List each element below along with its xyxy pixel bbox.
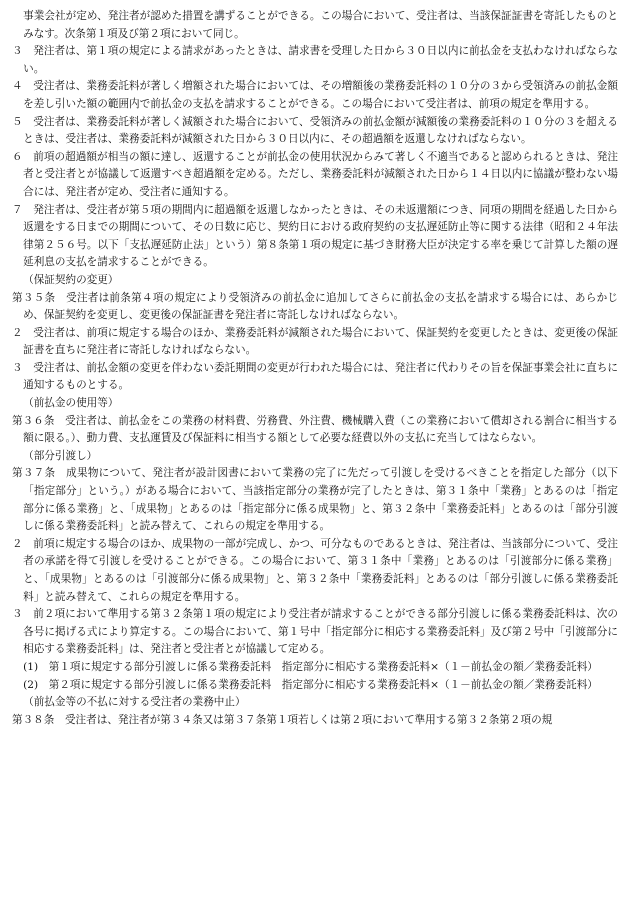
- clause-37-3: ３ 前２項において準用する第３２条第１項の規定により受注者が請求することができる部分引渡しに係る業務委託料は、次の各号に掲げる式により算定する。この場合において、第１号中「指定部分に相応する業務委託料」及び第２号中「引渡部分に相応する業務委託料」は、発注者と受注者とが協議して定める。: [12, 608, 618, 656]
- article-36: 第３６条 受注者は、前払金をこの業務の材料費、労務費、外注費、機械購入費（この業務において償却される割合に相当する額に限る。）、動力費、支払運賃及び保証料に相当する額として必要な経費以外の支払に充当してはならない。: [12, 414, 618, 445]
- formula-item-2: (2) 第２項に規定する部分引渡しに係る業務委託料 指定部分に相応する業務委託料×（１－前払金の額／業務委託料）: [23, 678, 598, 691]
- section-heading-work-suspension: （前払金等の不払に対する受注者の業務中止）: [23, 696, 246, 709]
- section-heading-advance-use: （前払金の使用等）: [23, 397, 119, 410]
- section-heading-guarantee-change: （保証契約の変更）: [23, 273, 119, 286]
- article-35: 第３５条 受注者は前条第４項の規定により受領済みの前払金に追加してさらに前払金の支払を請求する場合には、あらかじめ、保証契約を変更し、変更後の保証証書を発注者に寄託しなければならない。: [12, 291, 618, 322]
- clause-34-4: ４ 受注者は、業務委託料が著しく増額された場合においては、その増額後の業務委託料の１０分の３から受領済みの前払金額を差し引いた額の範囲内で前払金の支払を請求することができる。この場合において受注者は、前項の規定を準用する。: [12, 80, 618, 110]
- clause-37-2: ２ 前項に規定する場合のほか、成果物の一部が完成し、かつ、可分なものであるときは、発注者は、当該部分について、受注者の承諾を得て引渡しを受けることができる。この場合において、第３１条中「業務」とあるのは「引渡部分に係る業務」と、「成果物」とあるのは「引渡部分に係る成果物」と、第３２条中「業務委託料」とあるのは「部分引渡しに係る業務委託料」と読み替えて、これらの規定を準用する。: [12, 537, 618, 603]
- section-heading-partial-delivery: （部分引渡し）: [23, 449, 98, 462]
- paragraph-continuation: 事業会社が定め、発注者が認めた措置を講ずることができる。この場合において、受注者は、当該保証証書を寄託したものとみなす。次条第１項及び第２項において同じ。: [23, 10, 618, 40]
- contract-document-page: [12, 8, 618, 729]
- formula-item-1: (1) 第１項に規定する部分引渡しに係る業務委託料 指定部分に相応する業務委託料×（１－前払金の額／業務委託料）: [23, 660, 598, 673]
- article-37: 第３７条 成果物について、発注者が設計図書において業務の完了に先だって引渡しを受けるべきことを指定した部分（以下「指定部分」という。）がある場合において、当該指定部分の業務が完了したときは、第３１条中「業務」とあるのは「指定部分に係る業務」と、「成果物」とあるのは「指定部分に係る成果物」と、第３２条中「業務委託料」とあるのは「部分引渡しに係る業務委託料」と読み替えて、これらの規定を準用する。: [12, 467, 618, 533]
- clause-34-7: ７ 発注者は、受注者が第５項の期間内に超過額を返還しなかったときは、その未返還額につき、同項の期間を経過した日から返還をする日までの期間について、その日数に応じ、契約日における政府契約の支払遅延防止等に関する法律（昭和２４年法律第２５６号。以下「支払遅延防止法」という）第８条第１項の規定に基づき財務大臣が決定する率を乗じて計算した額の遅延利息の支払を請求することができる。: [12, 203, 618, 269]
- clause-34-6: ６ 前項の超過額が相当の額に達し、返還することが前払金の使用状況からみて著しく不適当であると認められるときは、発注者と受注者とが協議して返還すべき超過額を定める。ただし、業務委託料が減額された日から１４日以内に協議が整わない場合には、発注者が定め、受注者に通知する。: [12, 150, 618, 198]
- clause-34-3: ３ 発注者は、第１項の規定による請求があったときは、請求書を受理した日から３０日以内に前払金を支払わなければならない。: [12, 45, 618, 75]
- clause-34-5: ５ 受注者は、業務委託料が著しく減額された場合において、受領済みの前払金額が減額後の業務委託料の１０分の３を超えるときは、受注者は、業務委託料が減額された日から３０日以内に、その超過額を返還しなければならない。: [12, 115, 618, 146]
- clause-35-2: ２ 受注者は、前項に規定する場合のほか、業務委託料が減額された場合において、保証契約を変更したときは、変更後の保証証書を直ちに発注者に寄託しなければならない。: [12, 326, 618, 357]
- article-38: 第３８条 受注者は、発注者が第３４条又は第３７条第１項若しくは第２項において準用する第３２条第２項の規: [12, 713, 553, 726]
- clause-35-3: ３ 受注者は、前払金額の変更を伴わない委託期間の変更が行われた場合には、発注者に代わりその旨を保証事業会社に直ちに通知するものとする。: [12, 361, 618, 392]
